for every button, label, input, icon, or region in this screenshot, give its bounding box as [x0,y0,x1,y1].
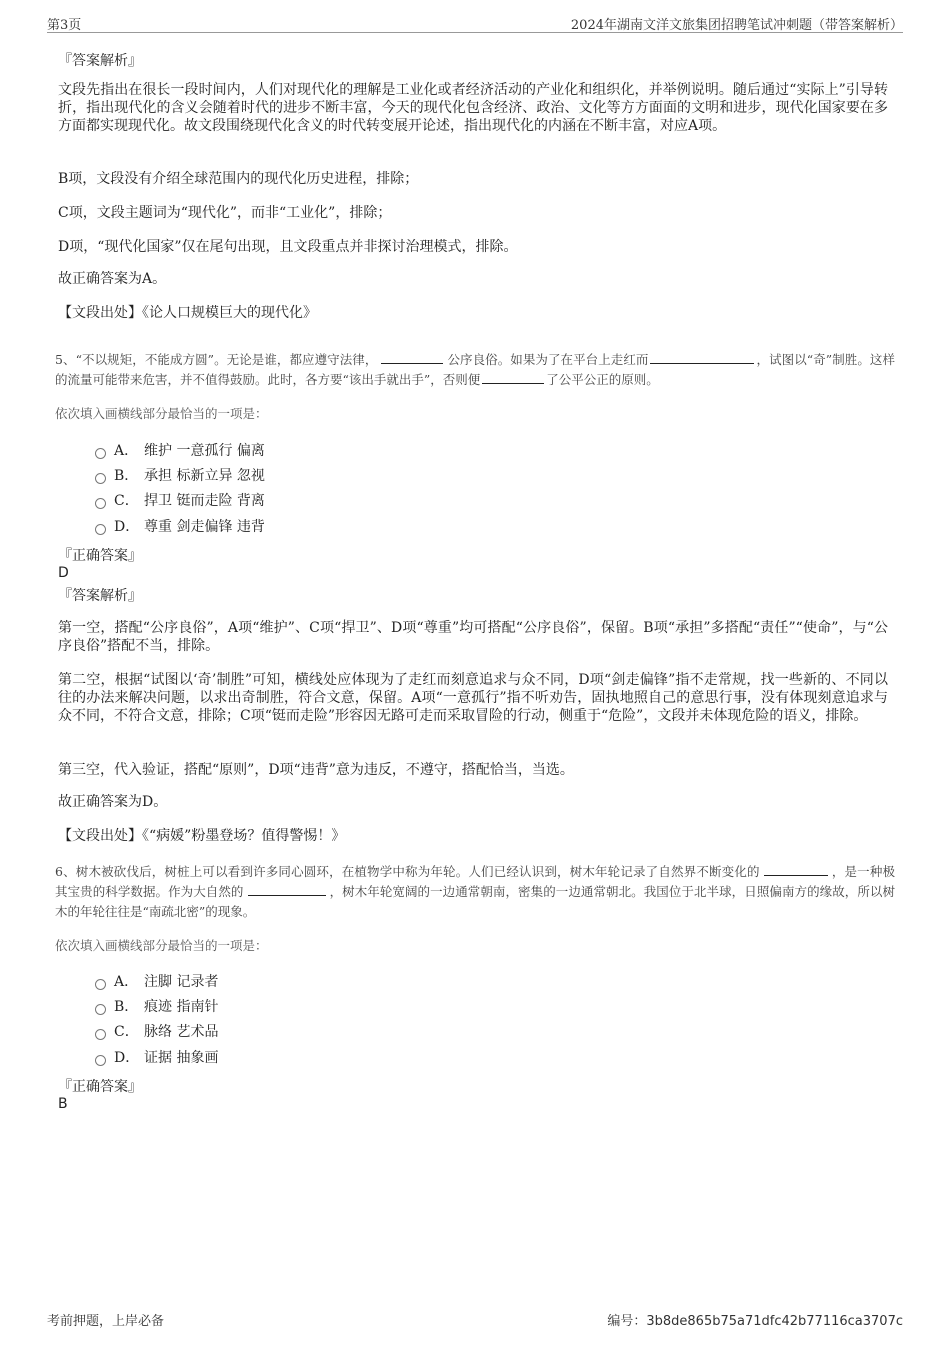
q6-option-d[interactable]: D． 证据 抽象画 [95,1047,218,1067]
q4-analysis-p1: 文段先指出在很长一段时间内，人们对现代化的理解是工业化或者经济活动的产业化和组织化，并举例说明。随后通过“实际上”引导转折，指出现代化的含义会随着时代的进步不断丰富，今天的现代化包含经济、政治、文化等方方面面的文明和进步，现代化国家要在多方面都实现现代化。故文段围绕现代化含义的时代转变展开论述，指出现代化的内涵在不断丰富，对应A项。 [58,82,888,134]
radio-icon[interactable] [95,1055,106,1066]
radio-icon[interactable] [95,524,106,535]
q5-blank-2 [650,351,754,364]
q4-analysis-label: 『答案解析』 [58,53,142,69]
q5-blank-1 [381,351,443,364]
document-id-value: 3b8de865b75a71dfc42b77116ca3707c [646,1314,903,1329]
q6-stem-part2: ，是一种极其宝贵的科学数据。作为大自然的 [55,864,895,899]
q5-option-a[interactable]: A． 维护 一意孤行 偏离 [95,440,265,460]
q5-option-d[interactable]: D． 尊重 剑走偏锋 违背 [95,516,265,536]
q6-blank-2 [248,883,326,896]
q6-correct-answer-label: 『正确答案』 [58,1079,142,1095]
footer-slogan: 考前押题，上岸必备 [47,1314,165,1329]
q5-stem-part1: 5、“不以规矩，不能成方圆”。无论是谁，都应遵守法律， [55,352,378,367]
q6-stem-part3: ，树木年轮宽阔的一边通常朝南，密集的一边通常朝北。我国位于北半球，日照偏南方的缘故，所以树木的年轮往往是“南疏北密”的现象。 [55,884,895,919]
q5-option-b[interactable]: B． 承担 标新立异 忽视 [95,465,265,485]
q6-prompt: 依次填入画横线部分最恰当的一项是： [55,938,268,953]
q5-prompt: 依次填入画横线部分最恰当的一项是： [55,406,268,421]
q5-correct-answer-label: 『正确答案』 [58,548,142,564]
radio-icon[interactable] [95,498,106,509]
radio-icon[interactable] [95,979,106,990]
page-header [47,10,903,33]
q4-analysis-p4: D项，“现代化国家”仅在尾句出现，且文段重点并非探讨治理模式，排除。 [58,239,518,255]
q6-option-a[interactable]: A． 注脚 记录者 [95,971,218,991]
q6-option-c[interactable]: C． 脉络 艺术品 [95,1021,218,1041]
radio-icon[interactable] [95,1004,106,1015]
radio-icon[interactable] [95,1029,106,1040]
q5-analysis-p2: 第二空，根据“试图以‘奇’制胜”可知，横线处应体现为了走红而刻意追求与众不同，D项“剑走偏锋”指不走常规，找一些新的、不同以往的办法来解决问题，以求出奇制胜，符合文意，保留。A项“一意孤行”指不听劝告，固执地照自己的意思行事，没有体现刻意追求与众不同，不符合文意，排除；C项“铤而走险”形容因无路可走而采取冒险的行动，侧重于“危险”，文段并未体现危险的语义，排除。 [58,672,888,724]
q4-analysis-p3: C项，文段主题词为“现代化”，而非“工业化”，排除； [58,205,392,221]
radio-icon[interactable] [95,473,106,484]
q6-stem [55,862,895,922]
document-id-label: 编号： [607,1314,647,1329]
q5-analysis-p3: 第三空，代入验证，搭配“原则”，D项“违背”意为违反，不遵守，搭配恰当，当选。 [58,762,574,778]
q5-answer-conclusion: 故正确答案为D。 [58,794,168,810]
q5-blank-3 [482,371,544,384]
q5-correct-answer: D [58,565,69,581]
radio-icon[interactable] [95,448,106,459]
page-number: 第3页 [47,18,82,33]
q5-stem-part3: ，试图以“奇”制胜。这样的流量可能带来危害，并不值得鼓励。此时，各方要“该出手就出手”，否则便 [55,352,895,387]
q5-analysis-p1: 第一空，搭配“公序良俗”，A项“维护”、C项“捍卫”、D项“尊重”均可搭配“公序良俗”，保留。B项“承担”多搭配“责任”“使命”，与“公序良俗”搭配不当，排除。 [58,620,888,654]
document-id [607,1310,903,1329]
q4-source: 【文段出处】《论人口规模巨大的现代化》 [58,305,317,321]
q5-stem [55,350,895,390]
q5-option-c[interactable]: C． 捍卫 铤而走险 背离 [95,490,265,510]
document-title: 2024年湖南文洋文旅集团招聘笔试冲刺题（带答案解析） [570,18,903,33]
q6-option-b[interactable]: B． 痕迹 指南针 [95,996,218,1016]
q6-blank-1 [764,863,828,876]
q4-answer-conclusion: 故正确答案为A。 [58,271,167,287]
q6-stem-part1: 6、树木被砍伐后，树桩上可以看到许多同心圆环，在植物学中称为年轮。人们已经认识到，树木年轮记录了自然界不断变化的 [55,864,760,879]
q5-stem-part4: 了公平公正的原则。 [546,372,659,387]
q5-source: 【文段出处】《“病媛”粉墨登场？值得警惕！》 [58,828,346,844]
q5-analysis-label: 『答案解析』 [58,588,142,604]
q6-correct-answer: B [58,1096,68,1112]
q4-analysis-p2: B项，文段没有介绍全球范围内的现代化历史进程，排除； [58,171,419,187]
q5-stem-part2: 公序良俗。如果为了在平台上走红而 [447,352,649,367]
